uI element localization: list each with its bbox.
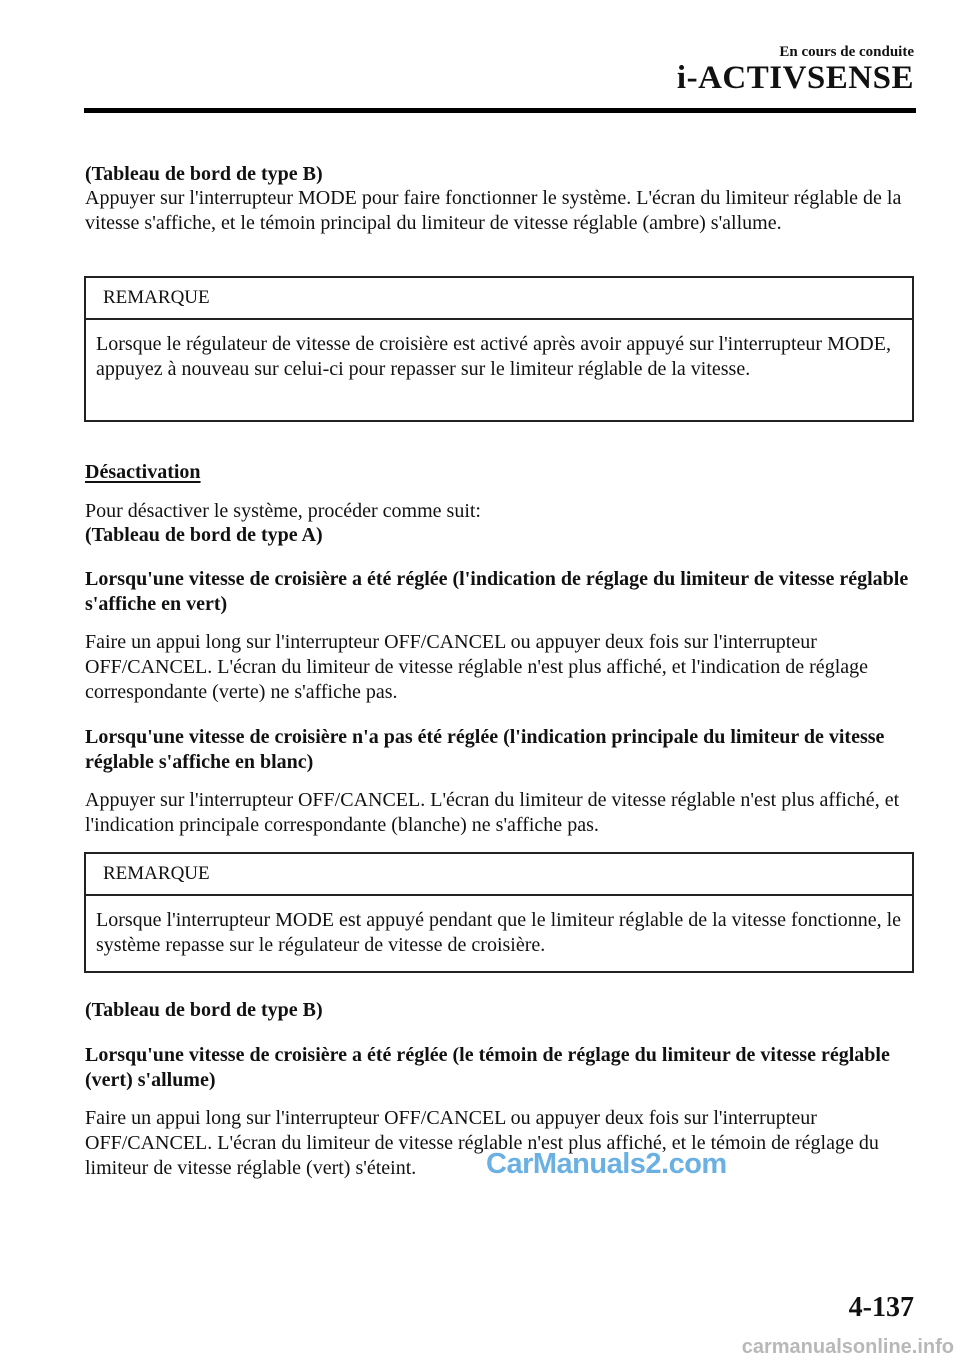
dash-b-paragraph: Appuyer sur l'interrupteur MODE pour faire fonctionner le système. L'écran du limiteur réglable de la vitesse s'affiche, et le témoin principal du limiteur de vitesse réglable (ambre) s'allume. [85,187,902,234]
note-text: Lorsque l'interrupteur MODE est appuyé pendant que le limiteur réglable de la vitesse fonctionne, le système repasse sur le régulateur de vitesse de croisière. [96,909,902,956]
deactivation-intro: Pour désactiver le système, procéder comme suit: [85,500,481,522]
case1-paragraph: Faire un appui long sur l'interrupteur OFF/CANCEL ou appuyer deux fois sur l'interrupteur OFF/CANCEL. L'écran du limiteur de vitesse réglable n'est plus affiché, et l'indication de réglage correspondante (verte) ne s'affiche pas. [85,631,868,703]
watermark-logo: CarManuals2.com [486,1148,727,1180]
dash-b-heading: (Tableau de bord de type B) [85,163,323,185]
dash-a-heading: (Tableau de bord de type A) [85,524,323,546]
case1-heading: Lorsqu'une vitesse de croisière a été réglée (l'indication de réglage du limiteur de vitesse réglable s'affiche en vert) [85,568,909,615]
dash-b2-heading: (Tableau de bord de type B) [85,999,323,1021]
page-number: 4-137 [848,1292,914,1323]
case3-paragraph: Faire un appui long sur l'interrupteur OFF/CANCEL ou appuyer deux fois sur l'interrupteur OFF/CANCEL. L'écran du limiteur de vitesse réglable n'est plus affiché, et le témoin de réglage du limiteur de vitesse réglable (vert) s'éteint. [85,1107,879,1179]
note-box-1 [84,276,914,422]
note-label: REMARQUE [86,278,912,320]
section-subtitle: En cours de conduite [779,44,914,60]
case2-paragraph: Appuyer sur l'interrupteur OFF/CANCEL. L'écran du limiteur de vitesse réglable n'est plus affiché, et l'indication principale correspondante (blanche) ne s'affiche pas. [85,789,900,836]
header-rule [84,108,916,113]
section-title: i-ACTIVSENSE [676,60,914,96]
note-label: REMARQUE [86,854,912,896]
note-box-2 [84,852,914,973]
note-text: Lorsque le régulateur de vitesse de croisière est activé après avoir appuyé sur l'interrupteur MODE, appuyez à nouveau sur celui-ci pour repasser sur le limiteur réglable de la vitesse. [96,333,891,380]
watermark-corner: carmanualsonline.info [741,1336,954,1358]
deactivation-heading: Désactivation [85,461,201,483]
case2-heading: Lorsqu'une vitesse de croisière n'a pas été réglée (l'indication principale du limiteur de vitesse réglable s'affiche en blanc) [85,726,885,773]
case3-heading: Lorsqu'une vitesse de croisière a été réglée (le témoin de réglage du limiteur de vitesse réglable (vert) s'allume) [85,1044,890,1091]
